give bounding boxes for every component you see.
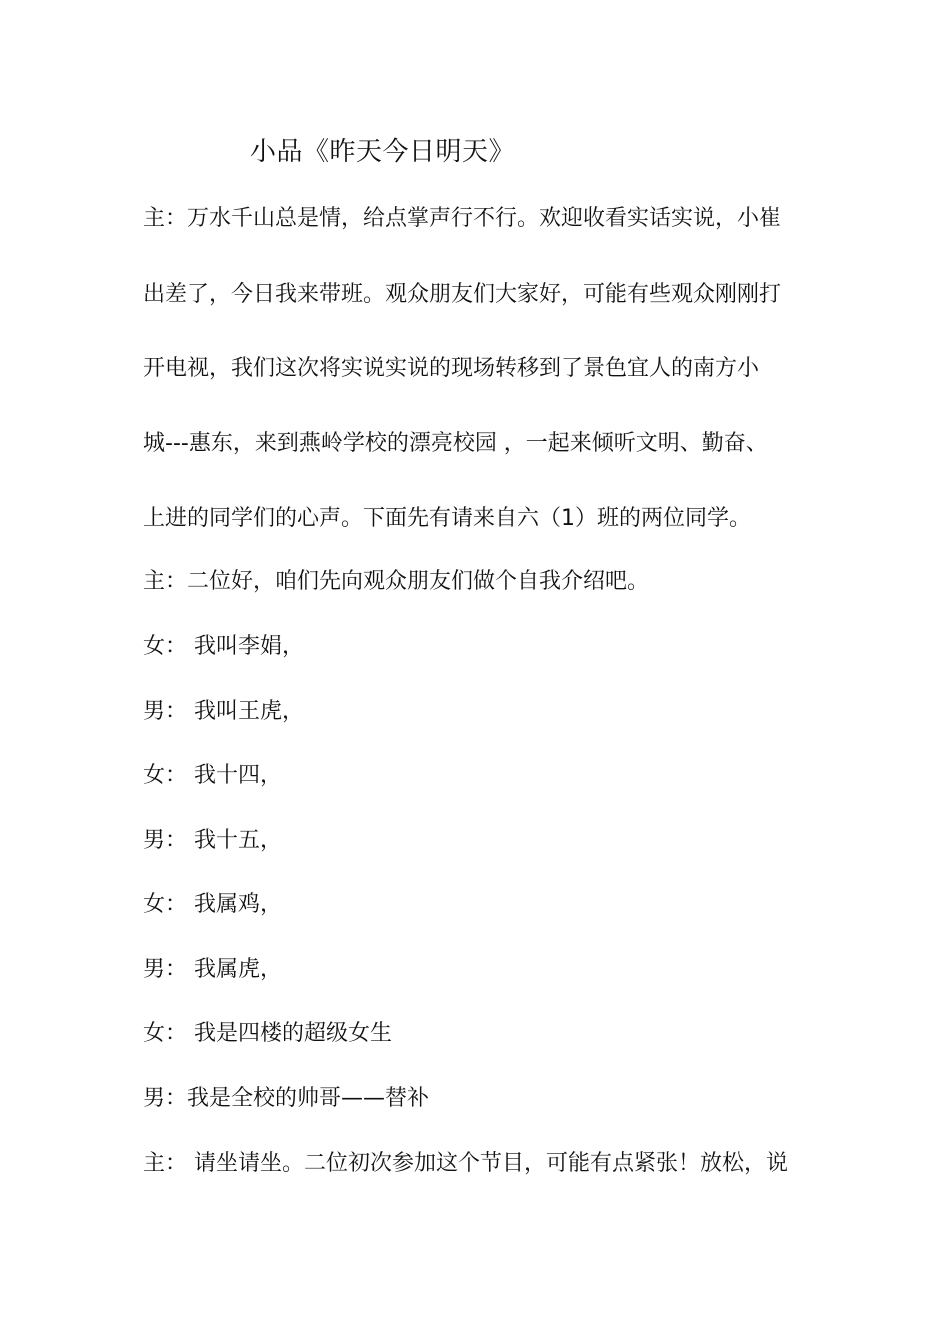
dialogue-line: 男： 我属虎， [143, 957, 282, 982]
dialogue-line: 女： 我是四楼的超级女生 [143, 1021, 392, 1046]
document-title: 小品《昨天今日明天》 [250, 137, 516, 167]
paragraph-line: 城---惠东，来到燕岭学校的漂亮校园 ，一起来倾听文明、勤奋、 [143, 431, 768, 456]
paragraph-line: 出差了，今日我来带班。观众朋友们大家好，可能有些观众刚刚打 [143, 282, 782, 307]
dialogue-line: 主：二位好，咱们先向观众朋友们做个自我介绍吧。 [143, 569, 650, 594]
paragraph-line: 主：万水千山总是情，给点掌声行不行。欢迎收看实话实说，小崔 [143, 206, 782, 231]
paragraph-line: 上进的同学们的心声。下面先有请来自六（1）班的两位同学。 [143, 506, 751, 531]
dialogue-line: 女： 我十四， [143, 763, 282, 788]
dialogue-line: 女： 我属鸡， [143, 892, 282, 917]
dialogue-line: 男：我是全校的帅哥——替补 [143, 1086, 430, 1111]
paragraph-line: 开电视，我们这次将实说实说的现场转移到了景色宜人的南方小 [143, 356, 760, 381]
dialogue-line: 女： 我叫李娟， [143, 634, 304, 659]
dialogue-line: 男： 我十五， [143, 828, 282, 853]
dialogue-line: 男： 我叫王虎， [143, 699, 304, 724]
dialogue-line: 主： 请坐请坐。二位初次参加这个节目，可能有点紧张！放松，说 [143, 1151, 788, 1176]
